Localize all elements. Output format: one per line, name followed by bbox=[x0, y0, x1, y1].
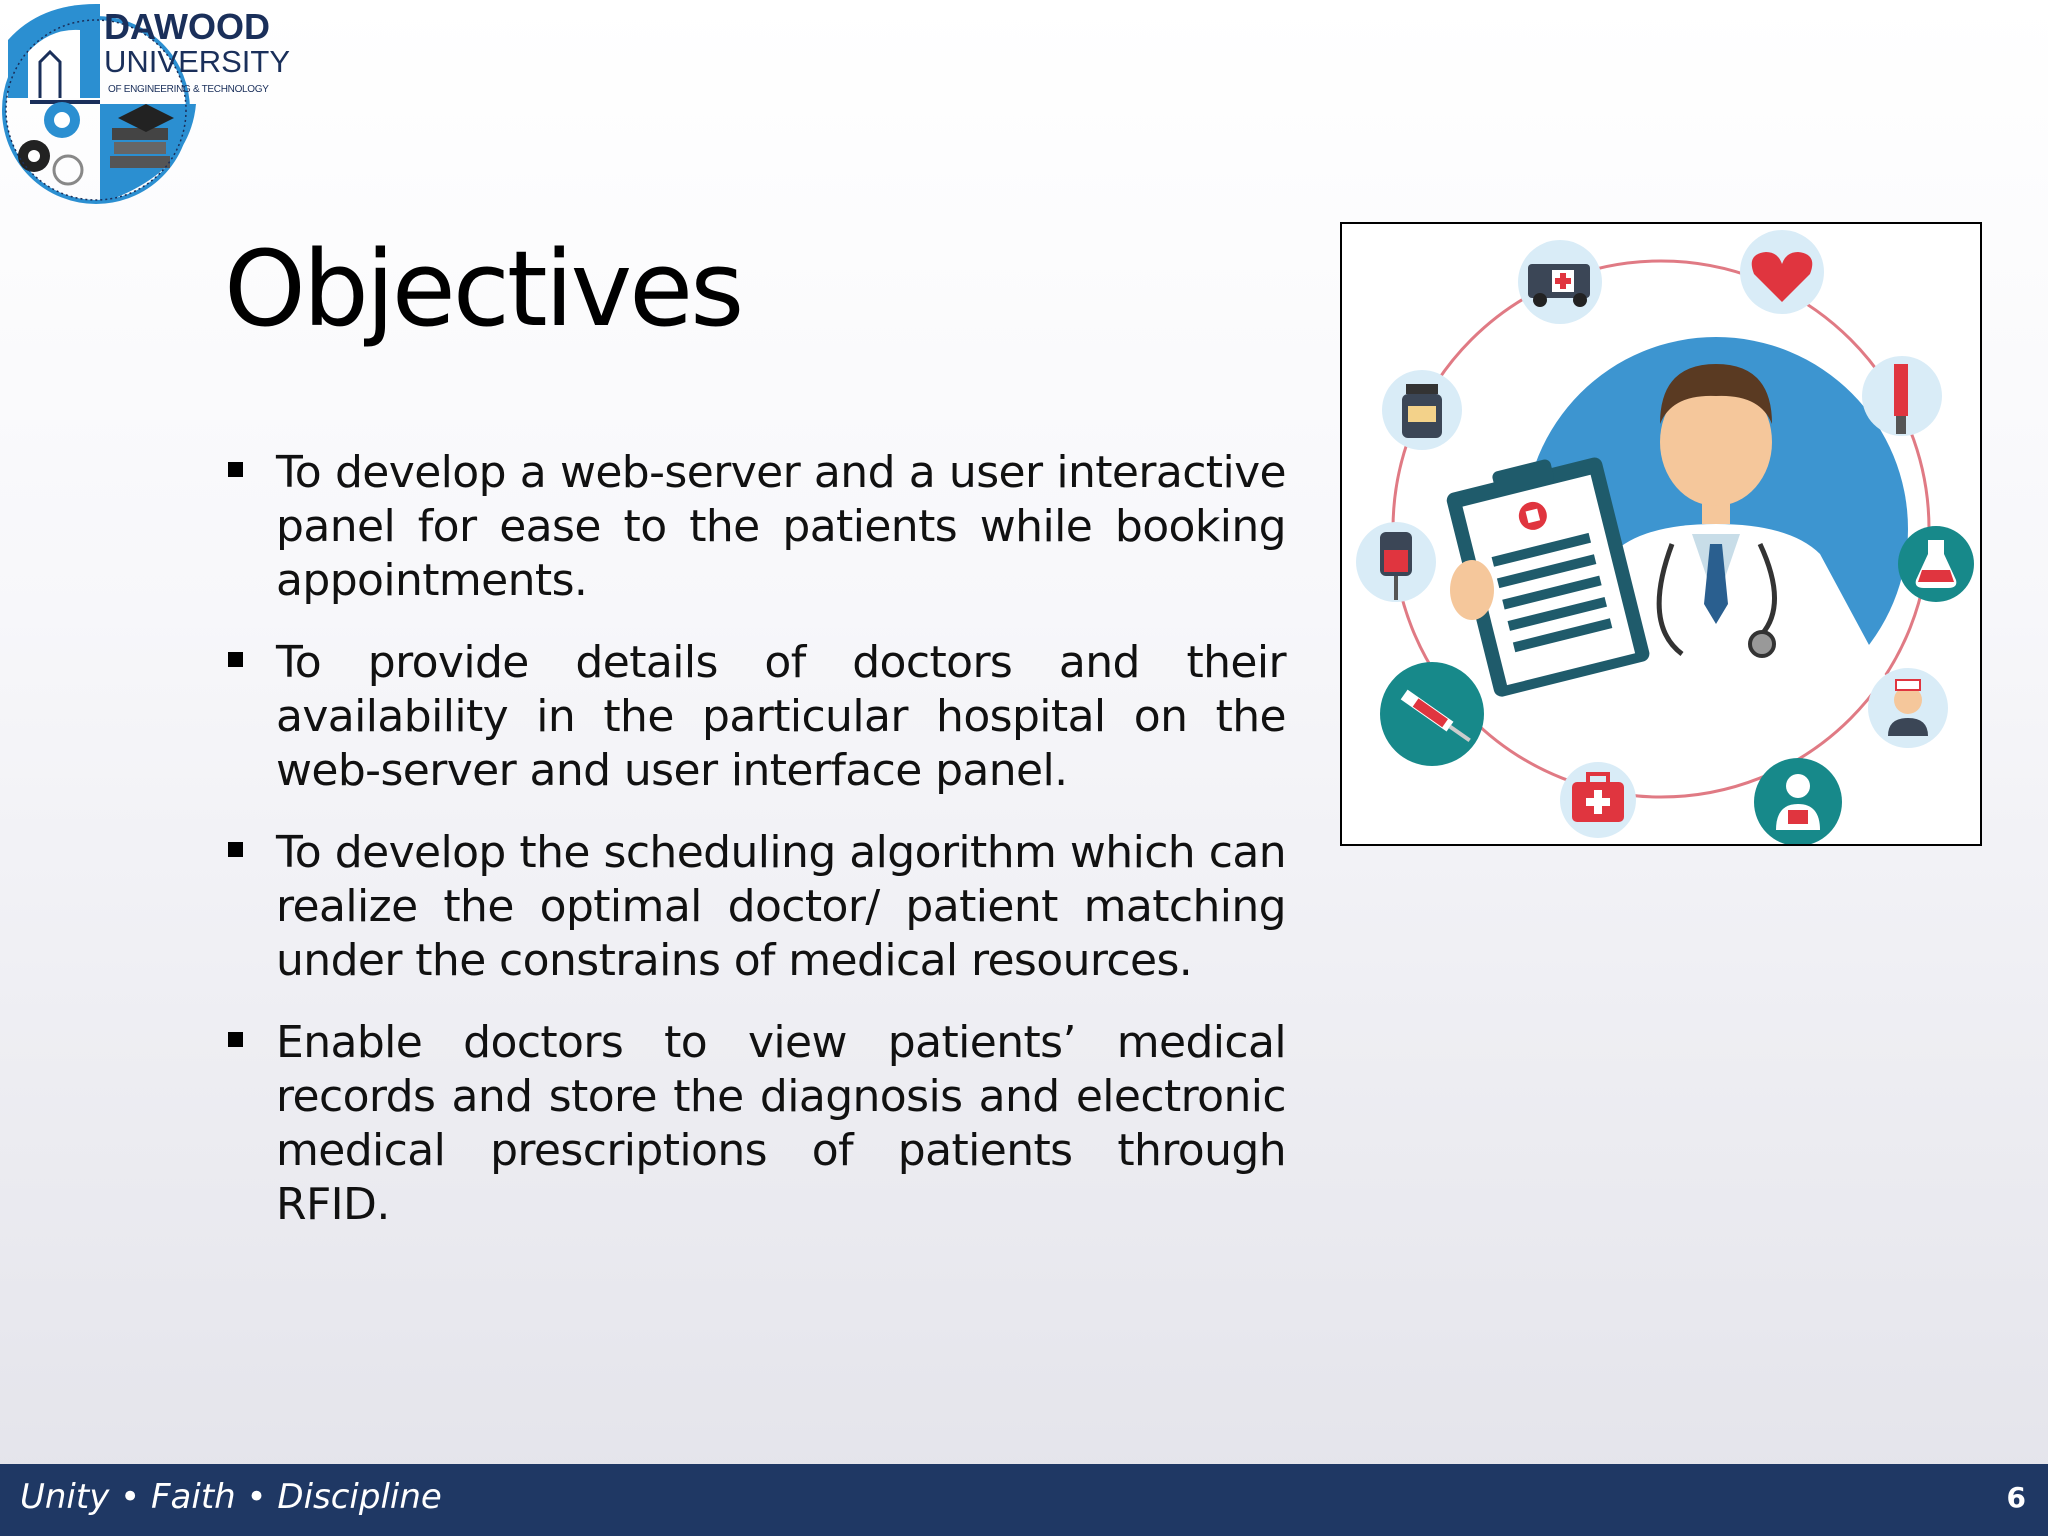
medicine-jar-icon bbox=[1382, 370, 1462, 450]
footer-bar bbox=[0, 1464, 2048, 1536]
logo-small-text: OF ENGINEERING & TECHNOLOGY bbox=[108, 84, 269, 95]
slide-number: 6 bbox=[2006, 1481, 2026, 1514]
square-bullet-icon bbox=[228, 462, 243, 477]
syringe-icon bbox=[1380, 662, 1484, 766]
illustration-canvas bbox=[1342, 224, 1980, 844]
logo-name: DAWOOD bbox=[104, 6, 270, 47]
slide-title: Objectives bbox=[224, 228, 742, 350]
nurse-icon bbox=[1868, 668, 1948, 748]
first-aid-kit-icon bbox=[1560, 762, 1636, 838]
square-bullet-icon bbox=[228, 1032, 243, 1047]
footer-motto: Unity • Faith • Discipline bbox=[20, 1477, 442, 1517]
iv-bag-icon bbox=[1356, 522, 1436, 602]
objectives-list bbox=[228, 446, 1286, 1260]
ambulance-icon bbox=[1518, 240, 1602, 324]
list-item bbox=[228, 1016, 1286, 1232]
logo-subtitle: UNIVERSITY bbox=[104, 44, 291, 79]
flask-icon bbox=[1898, 526, 1974, 602]
doctor-illustration bbox=[1340, 222, 1982, 846]
square-bullet-icon bbox=[228, 652, 243, 667]
bullet-text: To develop the scheduling algorithm which can realize the optimal doctor/ patient matching under the constrains of medical resources. bbox=[276, 827, 1286, 986]
bullet-text: To develop a web-server and a user interactive panel for ease to the patients while booking appointments. bbox=[276, 447, 1286, 606]
bullet-text: To provide details of doctors and their availability in the particular hospital on the web-server and user interface panel. bbox=[276, 637, 1286, 796]
university-logo bbox=[0, 0, 290, 210]
test-tube-icon bbox=[1862, 356, 1942, 436]
list-item bbox=[228, 446, 1286, 608]
heart-icon bbox=[1740, 230, 1824, 314]
square-bullet-icon bbox=[228, 842, 243, 857]
list-item bbox=[228, 636, 1286, 798]
list-item bbox=[228, 826, 1286, 988]
injured-patient-icon bbox=[1754, 758, 1842, 844]
bullet-text: Enable doctors to view patients’ medical records and store the diagnosis and electronic medical prescriptions of patients through RFID. bbox=[276, 1017, 1286, 1230]
